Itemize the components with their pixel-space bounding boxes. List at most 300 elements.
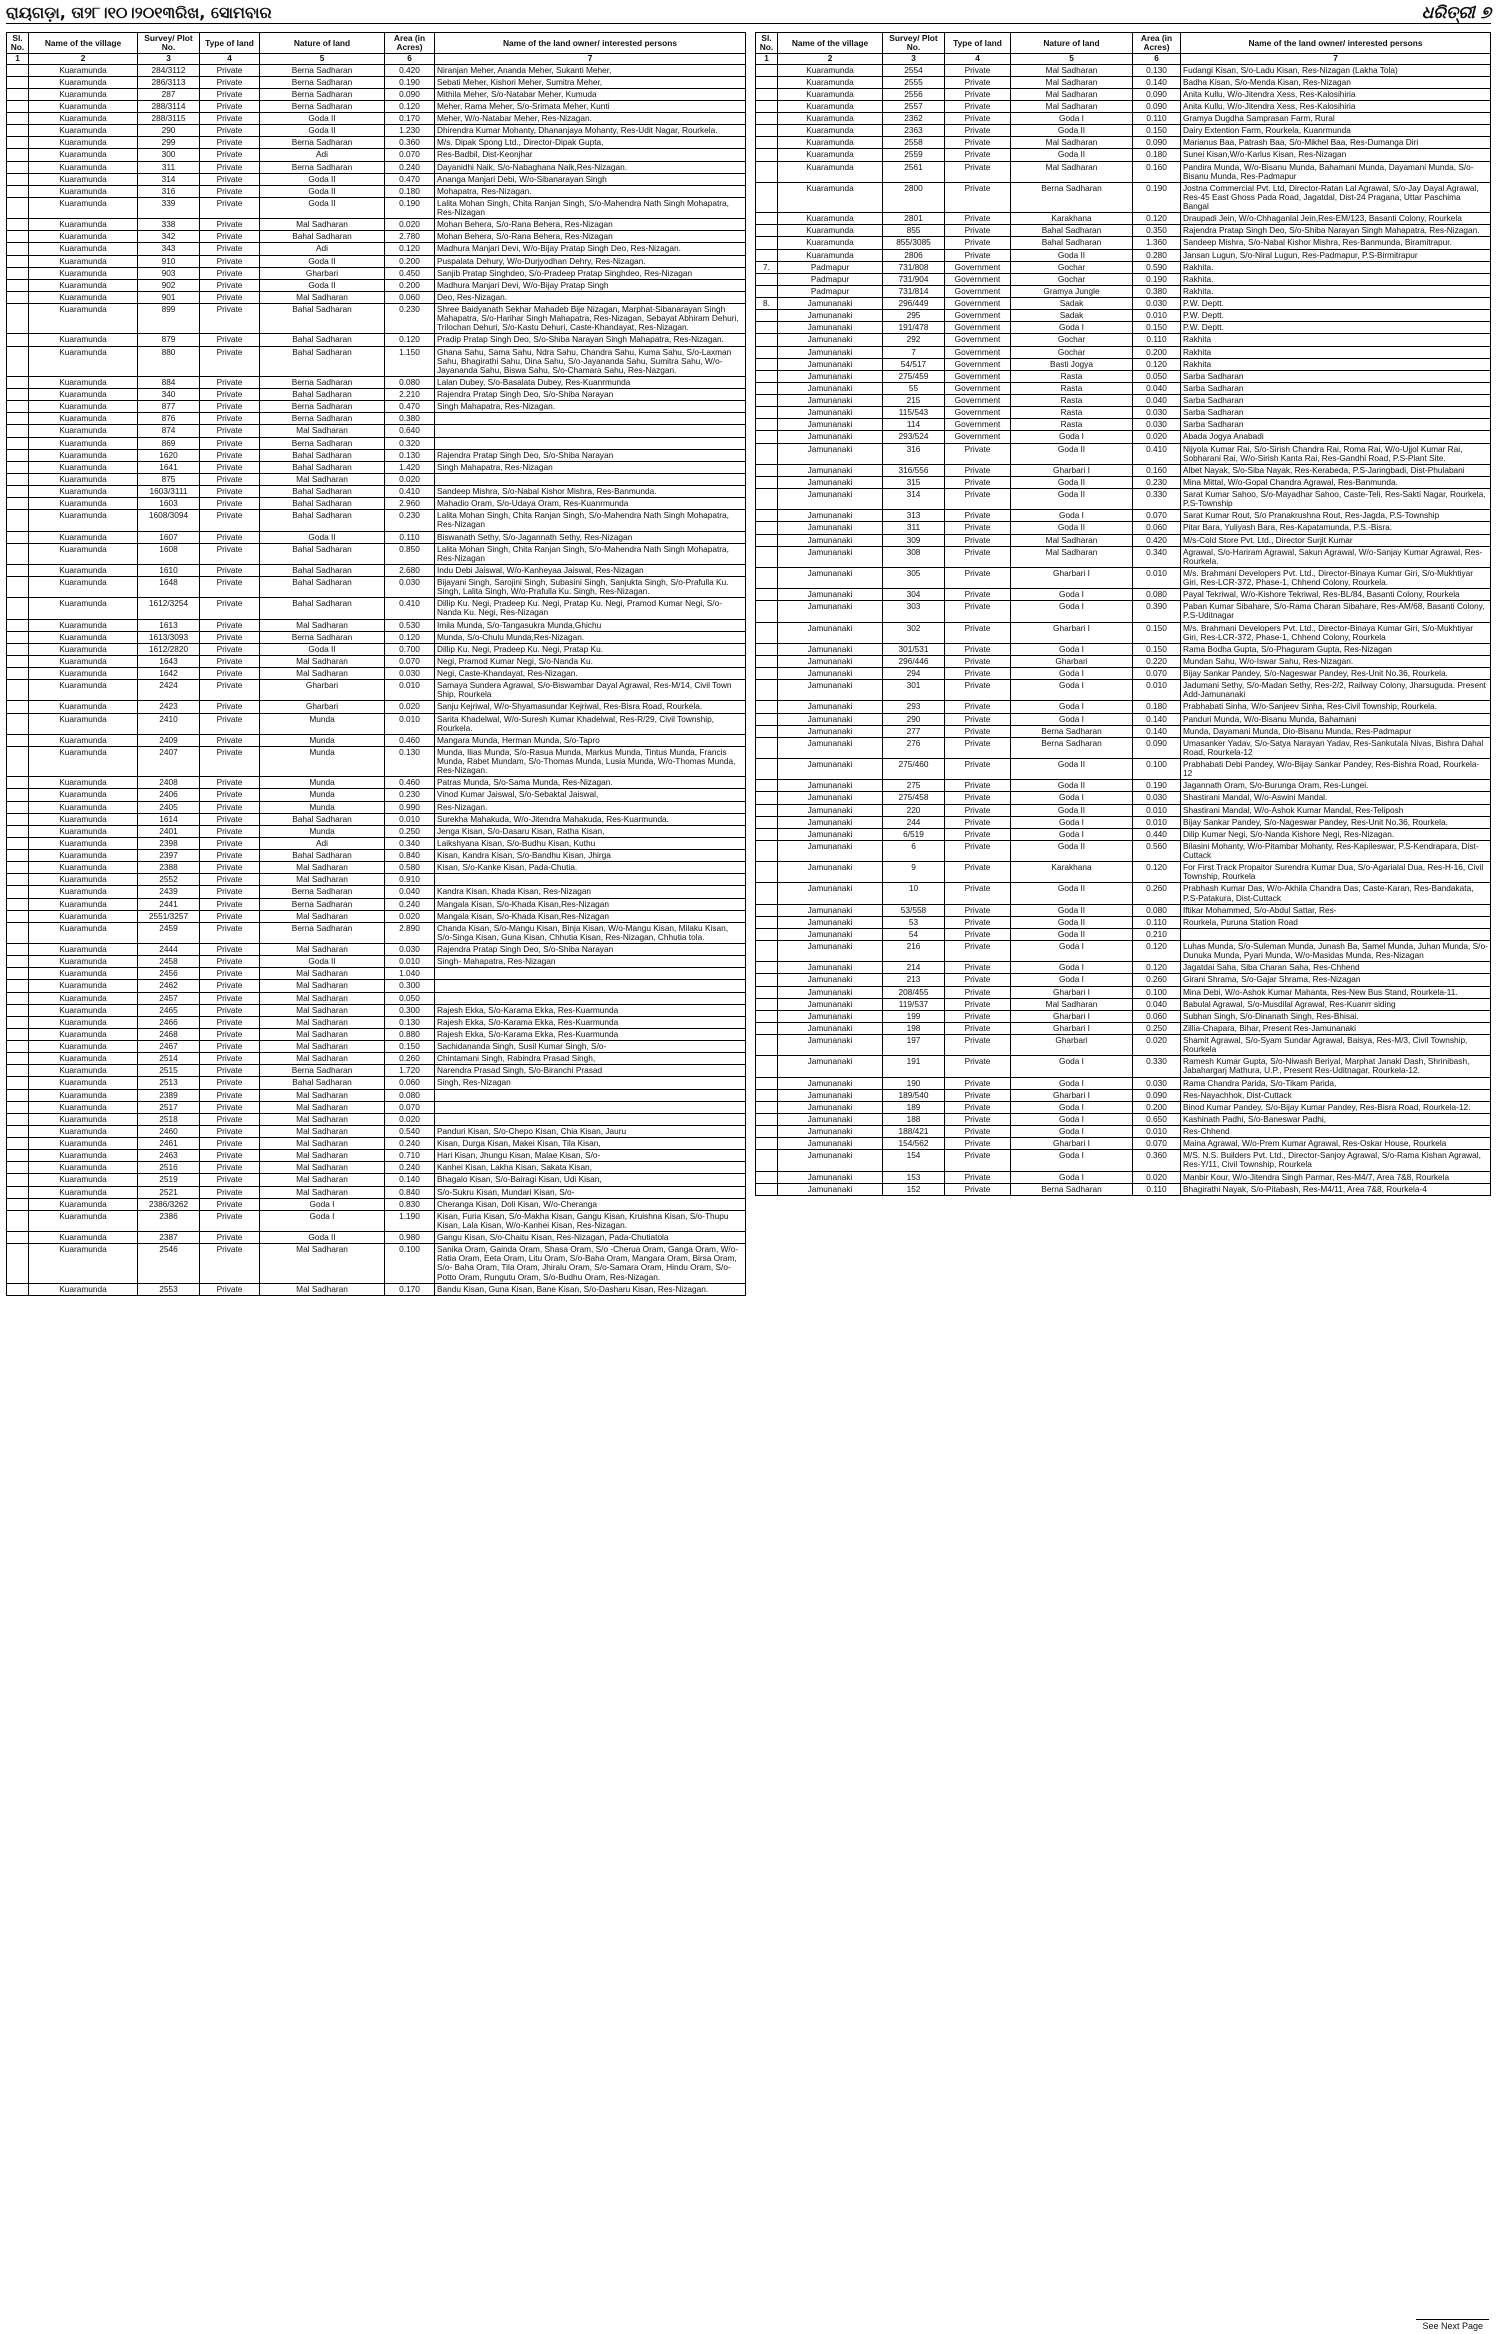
village-name-cell: Kuaramunda (778, 113, 883, 125)
survey-plot-no-cell: 214 (883, 962, 945, 974)
land-type-cell: Private (945, 828, 1011, 840)
owner-names-cell: Kashinath Padhi, S/o-Baneswar Padhi, (1181, 1113, 1491, 1125)
area-acres-cell: 0.150 (1133, 125, 1181, 137)
area-acres-cell: 0.120 (385, 631, 435, 643)
village-name-cell: Kuaramunda (29, 701, 138, 713)
survey-plot-no-cell: 2441 (138, 898, 200, 910)
survey-plot-no-cell: 2405 (138, 801, 200, 813)
area-acres-cell: 0.040 (1133, 998, 1181, 1010)
sl-no-cell (756, 100, 778, 112)
owner-names-cell: Jenga Kisan, S/o-Dasaru Kisan, Ratha Kisan, (435, 825, 746, 837)
village-name-cell: Kuaramunda (29, 850, 138, 862)
owner-names-cell: Pitar Bara, Yuliyash Bara, Res-Kapatamunda, P.S.-Bisra. (1181, 522, 1491, 534)
sl-no-cell (7, 746, 29, 776)
land-nature-cell: Goda I (1011, 713, 1133, 725)
land-nature-cell: Bahal Sadharan (260, 564, 385, 576)
owner-names-cell: Kisan, S/o-Kanke Kisan, Pada-Chutia. (435, 862, 746, 874)
village-name-cell: Kuaramunda (29, 1113, 138, 1125)
area-acres-cell: 0.030 (385, 577, 435, 598)
village-name-cell: Jamunanaki (778, 567, 883, 588)
survey-plot-no-cell: 2398 (138, 837, 200, 849)
land-type-cell: Private (200, 680, 260, 701)
land-nature-cell: Mal Sadharan (260, 1174, 385, 1186)
land-nature-cell: Gharbari I (1011, 1089, 1133, 1101)
area-acres-cell: 0.110 (1133, 334, 1181, 346)
owner-names-cell: Gangu Kisan, S/o-Chaitu Kisan, Res-Nizagan, Pada-Chutiatola (435, 1232, 746, 1244)
area-acres-cell: 2.210 (385, 389, 435, 401)
survey-plot-no-cell: 2558 (883, 137, 945, 149)
area-acres-cell: 0.010 (385, 680, 435, 701)
land-nature-cell: Goda II (1011, 780, 1133, 792)
area-acres-cell: 0.030 (1133, 1077, 1181, 1089)
area-acres-cell: 0.020 (1133, 431, 1181, 443)
area-acres-cell: 0.140 (1133, 713, 1181, 725)
owner-names-cell: Luhas Munda, S/o-Suleman Munda, Junash Ba, Samel Munda, Juhan Munda, S/o-Dunuka Munda, Pyari Munda, W/o-Masidas Munda, Res-Nizagan (1181, 941, 1491, 962)
land-type-cell: Private (200, 1028, 260, 1040)
survey-plot-no-cell: 1612/2820 (138, 643, 200, 655)
area-acres-cell: 0.830 (385, 1198, 435, 1210)
survey-plot-no-cell: 191 (883, 1056, 945, 1077)
sl-no-cell (7, 243, 29, 255)
table-row (7, 956, 746, 968)
sl-no-cell (756, 928, 778, 940)
table-row (7, 1053, 746, 1065)
survey-plot-no-cell: 153 (883, 1171, 945, 1183)
land-nature-cell: Mal Sadharan (260, 980, 385, 992)
column-number-land-type: 4 (200, 54, 260, 64)
survey-plot-no-cell: 1643 (138, 655, 200, 667)
survey-plot-no-cell: 287 (138, 88, 200, 100)
owner-names-cell: Rajesh Ekka, S/o-Karama Ekka, Res-Kuarmunda (435, 1004, 746, 1016)
land-nature-cell: Gochar (1011, 334, 1133, 346)
land-type-cell: Private (945, 567, 1011, 588)
land-type-cell: Private (945, 816, 1011, 828)
area-acres-cell: 0.160 (1133, 464, 1181, 476)
sl-no-cell (7, 944, 29, 956)
land-type-cell: Private (200, 734, 260, 746)
land-type-cell: Private (945, 916, 1011, 928)
sl-no-cell (7, 713, 29, 734)
village-name-cell: Kuaramunda (29, 598, 138, 619)
survey-plot-no-cell: 2387 (138, 1232, 200, 1244)
land-type-cell: Private (200, 279, 260, 291)
area-acres-cell: 0.060 (385, 1077, 435, 1089)
sl-no-cell (756, 161, 778, 182)
sl-no-cell (7, 449, 29, 461)
village-name-cell: Kuaramunda (29, 498, 138, 510)
land-type-cell: Private (200, 161, 260, 173)
table-row (756, 261, 1491, 273)
village-name-cell: Kuaramunda (29, 643, 138, 655)
area-acres-cell: 2.960 (385, 498, 435, 510)
land-type-cell: Private (945, 1150, 1011, 1171)
owner-names-cell (435, 425, 746, 437)
owner-names-cell: Sunei Kisan,W/o-Karlus Kisan, Res-Nizagan (1181, 149, 1491, 161)
survey-plot-no-cell: 215 (883, 395, 945, 407)
survey-plot-no-cell: 1612/3254 (138, 598, 200, 619)
area-acres-cell: 0.230 (385, 789, 435, 801)
owner-names-cell (435, 992, 746, 1004)
village-name-cell: Kuaramunda (29, 76, 138, 88)
land-type-cell: Government (945, 395, 1011, 407)
sl-no-cell (7, 862, 29, 874)
land-nature-cell: Basti Jogya (1011, 358, 1133, 370)
village-name-cell: Jamunanaki (778, 941, 883, 962)
table-row (7, 862, 746, 874)
owner-names-cell: Munda, Ilias Munda, S/o-Rasua Munda, Markus Munda, Tintus Munda, Francis Munda, Rabet Mundam, S/o-Thomas Munda, Lusia Munda, W/o-Thomas Munda, Res-Nizagan. (435, 746, 746, 776)
village-name-cell: Kuaramunda (29, 88, 138, 100)
land-nature-cell: Bahal Sadharan (260, 449, 385, 461)
village-name-cell: Kuaramunda (29, 461, 138, 473)
owner-names-cell: Manbir Kour, W/o-Jitendra Singh Parmar, Res-M4/7, Area 7&8, Rourkela (1181, 1171, 1491, 1183)
survey-plot-no-cell: 1620 (138, 449, 200, 461)
village-name-cell: Jamunanaki (778, 622, 883, 643)
survey-plot-no-cell: 2557 (883, 100, 945, 112)
village-name-cell: Kuaramunda (29, 898, 138, 910)
village-name-cell: Kuaramunda (29, 243, 138, 255)
survey-plot-no-cell: 276 (883, 737, 945, 758)
area-acres-cell: 0.120 (385, 100, 435, 112)
land-type-cell: Private (945, 643, 1011, 655)
sl-no-cell (7, 255, 29, 267)
owner-names-cell: Ananga Manjari Debi, W/o-Sibanarayan Singh (435, 173, 746, 185)
owner-names-cell: Mangala Kisan, S/o-Khada Kisan,Res-Nizagan (435, 910, 746, 922)
owner-names-cell: Rakhita (1181, 346, 1491, 358)
area-acres-cell: 0.010 (1133, 804, 1181, 816)
land-type-cell: Private (200, 543, 260, 564)
survey-plot-no-cell: 2517 (138, 1101, 200, 1113)
survey-plot-no-cell: 188/421 (883, 1126, 945, 1138)
sl-no-cell (7, 1150, 29, 1162)
sl-no-cell (7, 910, 29, 922)
survey-plot-no-cell: 2554 (883, 64, 945, 76)
table-row (7, 346, 746, 376)
owner-names-cell (435, 437, 746, 449)
area-acres-cell: 0.530 (385, 619, 435, 631)
owner-names-cell: Madhura Manjari Devi, W/o-Bijay Pratap Singh (435, 279, 746, 291)
table-row (756, 431, 1491, 443)
area-acres-cell: 0.020 (385, 1113, 435, 1125)
table-row (756, 974, 1491, 986)
sl-no-cell (7, 789, 29, 801)
column-number-village-name: 2 (778, 54, 883, 64)
area-acres-cell: 0.360 (385, 137, 435, 149)
area-acres-cell: 0.200 (1133, 1101, 1181, 1113)
village-name-cell: Jamunanaki (778, 522, 883, 534)
survey-plot-no-cell: 2800 (883, 182, 945, 212)
sl-no-cell (7, 149, 29, 161)
owner-names-cell: Bijay Sankar Pandey, S/o-Nageswar Pandey, Res-Unit No.36, Rourkela. (1181, 816, 1491, 828)
land-type-cell: Private (945, 464, 1011, 476)
owner-names-cell: Abada Jogya Anabadi (1181, 431, 1491, 443)
owner-names-cell: Surekha Mahakuda, W/o-Jitendra Mahakuda, Res-Kuarmunda. (435, 813, 746, 825)
land-nature-cell: Mal Sadharan (260, 992, 385, 1004)
area-acres-cell: 0.650 (1133, 1113, 1181, 1125)
village-name-cell: Jamunanaki (778, 668, 883, 680)
table-row (756, 298, 1491, 310)
sl-no-cell (756, 737, 778, 758)
table-row (7, 1174, 746, 1186)
owner-names-cell: Sarat Kumar Rout, S/o Pranakrushna Rout, Res-Jagda, P.S-Township (1181, 510, 1491, 522)
table-row (7, 746, 746, 776)
land-type-cell: Private (200, 862, 260, 874)
owner-names-cell: Meher, Rama Meher, S/o-Srimata Meher, Kunti (435, 100, 746, 112)
sl-no-cell (7, 1138, 29, 1150)
land-type-cell: Private (945, 76, 1011, 88)
village-name-cell: Kuaramunda (29, 1186, 138, 1198)
land-nature-cell: Gharbari (260, 701, 385, 713)
owner-names-cell (435, 473, 746, 485)
village-name-cell: Jamunanaki (778, 370, 883, 382)
table-row (7, 231, 746, 243)
owner-names-cell: Anita Kullu, W/o-Jitendra Xess, Res-Kalosihiria (1181, 88, 1491, 100)
village-name-cell: Kuaramunda (29, 1198, 138, 1210)
table-row (756, 601, 1491, 622)
survey-plot-no-cell: 152 (883, 1183, 945, 1195)
land-nature-cell: Goda I (1011, 322, 1133, 334)
issue-date: ରାୟଗଡ଼ା, ତା୨୮।୧୦।୨୦୧୩ରିଖ, ସୋମବାର (6, 2, 272, 22)
area-acres-cell: 0.060 (385, 291, 435, 303)
land-type-cell: Private (945, 64, 1011, 76)
owner-names-cell: Kisan, Durga Kisan, Makei Kisan, Tila Kisan, (435, 1138, 746, 1150)
land-nature-cell: Rasta (1011, 370, 1133, 382)
land-nature-cell: Goda I (1011, 1126, 1133, 1138)
survey-plot-no-cell: 874 (138, 425, 200, 437)
survey-plot-no-cell: 284/3112 (138, 64, 200, 76)
survey-plot-no-cell: 910 (138, 255, 200, 267)
table-row (756, 419, 1491, 431)
table-row (7, 531, 746, 543)
owner-names-cell: Meher, W/o-Natabar Meher, Res-Nizagan. (435, 113, 746, 125)
sl-no-cell (7, 874, 29, 886)
sl-no-cell (756, 334, 778, 346)
area-acres-cell: 0.260 (1133, 974, 1181, 986)
survey-plot-no-cell: 296/446 (883, 655, 945, 667)
area-acres-cell: 0.090 (1133, 88, 1181, 100)
land-type-cell: Private (200, 1125, 260, 1137)
owner-names-cell: Singh Mahapatra, Res-Nizagan. (435, 401, 746, 413)
land-nature-cell: Gharbari I (1011, 1022, 1133, 1034)
sl-no-cell (756, 804, 778, 816)
table-row (756, 622, 1491, 643)
land-nature-cell: Mal Sadharan (260, 1138, 385, 1150)
sl-no-cell (756, 464, 778, 476)
table-row (7, 461, 746, 473)
survey-plot-no-cell: 2439 (138, 886, 200, 898)
table-row (756, 1089, 1491, 1101)
village-name-cell: Kuaramunda (29, 564, 138, 576)
survey-plot-no-cell: 316 (138, 185, 200, 197)
sl-no-cell (7, 76, 29, 88)
land-type-cell: Private (200, 376, 260, 388)
survey-plot-no-cell: 290 (138, 125, 200, 137)
survey-plot-no-cell: 1613 (138, 619, 200, 631)
area-acres-cell: 0.020 (1133, 1171, 1181, 1183)
owner-names-cell: Dilip Kumar Negi, S/o-Nanda Kishore Negi, Res-Nizagan. (1181, 828, 1491, 840)
land-type-cell: Private (200, 100, 260, 112)
land-type-cell: Private (945, 1171, 1011, 1183)
area-acres-cell: 0.190 (385, 197, 435, 218)
sl-no-cell (7, 100, 29, 112)
land-nature-cell: Goda II (1011, 443, 1133, 464)
table-row (756, 149, 1491, 161)
table-row (7, 813, 746, 825)
table-row (7, 801, 746, 813)
land-type-cell: Private (200, 1016, 260, 1028)
sl-no-cell (756, 419, 778, 431)
owner-names-cell: Bandu Kisan, Guna Kisan, Bane Kisan, S/o-Dasharu Kisan, Res-Nizagan. (435, 1283, 746, 1295)
table-row (7, 1198, 746, 1210)
sl-no-cell (756, 1138, 778, 1150)
table-row (756, 1022, 1491, 1034)
owner-names-cell: Pandira Munda, W/o-Bisanu Munda, Bahamani Munda, Dayamani Munda, S/o-Bisanu Munda, Res-Padmapur (1181, 161, 1491, 182)
owner-names-cell: M/s-Cold Store Pvt. Ltd., Director Surjit Kumar (1181, 534, 1491, 546)
table-row (756, 1171, 1491, 1183)
table-row (7, 510, 746, 531)
table-row (756, 1056, 1491, 1077)
land-nature-cell: Mal Sadharan (260, 874, 385, 886)
table-row (756, 941, 1491, 962)
village-name-cell: Jamunanaki (778, 298, 883, 310)
area-acres-cell: 0.070 (1133, 1138, 1181, 1150)
area-acres-cell: 0.230 (1133, 476, 1181, 488)
owner-names-cell: Niranjan Meher, Ananda Meher, Sukanti Meher, (435, 64, 746, 76)
land-nature-cell: Adi (260, 837, 385, 849)
area-acres-cell: 0.100 (1133, 759, 1181, 780)
table-row (7, 850, 746, 862)
owner-names-cell: Rama Chandra Parida, S/o-Tikam Parida, (1181, 1077, 1491, 1089)
village-name-cell: Kuaramunda (778, 149, 883, 161)
land-type-cell: Private (945, 149, 1011, 161)
land-type-cell: Private (200, 922, 260, 943)
table-row (756, 589, 1491, 601)
area-acres-cell: 0.010 (385, 813, 435, 825)
land-type-cell: Private (200, 64, 260, 76)
land-type-cell: Private (200, 243, 260, 255)
area-acres-cell: 0.590 (1133, 261, 1181, 273)
area-acres-cell: 0.380 (1133, 285, 1181, 297)
land-nature-cell: Bahal Sadharan (260, 1077, 385, 1089)
land-type-cell: Private (200, 113, 260, 125)
column-number-land-nature: 5 (1011, 54, 1133, 64)
survey-plot-no-cell: 316/556 (883, 464, 945, 476)
land-nature-cell: Berna Sadharan (1011, 182, 1133, 212)
village-name-cell: Kuaramunda (29, 944, 138, 956)
land-type-cell: Private (200, 619, 260, 631)
table-row (7, 643, 746, 655)
land-nature-cell: Mal Sadharan (260, 425, 385, 437)
owner-names-cell: Sarat Kumar Sahoo, S/o-Mayadhar Sahoo, Caste-Teli, Res-Sakti Nagar, Rourkela, P.S-Township (1181, 489, 1491, 510)
survey-plot-no-cell: 902 (138, 279, 200, 291)
area-acres-cell: 0.410 (385, 598, 435, 619)
owner-names-cell: Mohan Behera, S/o-Rana Behera, Res-Nizagan (435, 219, 746, 231)
sl-no-cell (7, 922, 29, 943)
area-acres-cell: 0.420 (1133, 534, 1181, 546)
village-name-cell: Kuaramunda (29, 1232, 138, 1244)
survey-plot-no-cell: 2559 (883, 149, 945, 161)
table-row (7, 1244, 746, 1284)
sl-no-cell (7, 1016, 29, 1028)
owner-names-cell: Lalita Mohan Singh, Chita Ranjan Singh, S/o-Mahendra Nath Singh Mohapatra, Res-Nizagan (435, 510, 746, 531)
survey-plot-no-cell: 901 (138, 291, 200, 303)
survey-plot-no-cell: 2561 (883, 161, 945, 182)
land-type-cell: Private (200, 149, 260, 161)
village-name-cell: Jamunanaki (778, 713, 883, 725)
owner-names-cell: Sarita Khadelwal, W/o-Suresh Kumar Khadelwal, Res-R/29, Civil Township, Rourkela. (435, 713, 746, 734)
land-nature-cell: Karakhana (1011, 862, 1133, 883)
sl-no-cell (756, 655, 778, 667)
land-type-cell: Private (945, 1056, 1011, 1077)
land-nature-cell: Goda I (1011, 1077, 1133, 1089)
owner-names-cell: Kisan, Furia Kisan, S/o-Makha Kisan, Gangu Kisan, Kruishna Kisan, S/o-Thupu Kisan, Lala Kisan, W/o-Kanhei Kisan, Res-Nizagan. (435, 1210, 746, 1231)
table-row (7, 389, 746, 401)
land-nature-cell: Gharbari I (1011, 1010, 1133, 1022)
village-name-cell: Kuaramunda (778, 225, 883, 237)
village-name-cell: Kuaramunda (29, 279, 138, 291)
table-row (7, 255, 746, 267)
land-type-cell: Private (200, 813, 260, 825)
table-row (756, 567, 1491, 588)
owner-names-cell: Jagannath Oram, S/o-Burunga Oram, Res-Lungei. (1181, 780, 1491, 792)
survey-plot-no-cell: 314 (138, 173, 200, 185)
survey-plot-no-cell: 1642 (138, 668, 200, 680)
village-name-cell: Kuaramunda (29, 543, 138, 564)
land-type-cell: Private (200, 173, 260, 185)
land-nature-cell: Goda I (1011, 962, 1133, 974)
area-acres-cell: 0.200 (385, 255, 435, 267)
table-row (7, 88, 746, 100)
owner-names-cell: Jadumani Sethy, S/o-Madan Sethy, Res-2/2, Railway Colony, Jharsuguda. Present Add-Jamunanaki (1181, 680, 1491, 701)
sl-no-cell (756, 1022, 778, 1034)
land-nature-cell: Mal Sadharan (1011, 546, 1133, 567)
land-nature-cell: Bahal Sadharan (260, 813, 385, 825)
land-nature-cell: Mal Sadharan (260, 1016, 385, 1028)
owner-names-cell: Badha Kisan, S/o-Menda Kisan, Res-Nizagan (1181, 76, 1491, 88)
table-row (7, 267, 746, 279)
land-type-cell: Private (945, 840, 1011, 861)
village-name-cell: Kuaramunda (778, 137, 883, 149)
village-name-cell: Jamunanaki (778, 334, 883, 346)
survey-plot-no-cell: 292 (883, 334, 945, 346)
area-acres-cell: 0.130 (385, 746, 435, 776)
land-nature-cell: Berna Sadharan (260, 898, 385, 910)
land-nature-cell: Goda I (260, 1210, 385, 1231)
owner-names-cell: Rourkela, Puruna Station Road (1181, 916, 1491, 928)
sl-no-cell (756, 643, 778, 655)
area-acres-cell: 0.190 (1133, 273, 1181, 285)
owner-names-cell: Sandeep Mishra, S/o-Nabal Kishor Mishra, Res-Banmunda, Biramitrapur. (1181, 237, 1491, 249)
owner-names-cell: Lalan Dubey, S/o-Basalata Dubey, Res-Kuanrmunda (435, 376, 746, 388)
land-nature-cell: Goda II (1011, 522, 1133, 534)
table-row (756, 522, 1491, 534)
table-row (7, 1125, 746, 1137)
survey-plot-no-cell: 220 (883, 804, 945, 816)
land-nature-cell: Gochar (1011, 346, 1133, 358)
sl-no-cell (7, 1283, 29, 1295)
sl-no-cell (756, 962, 778, 974)
table-row (7, 655, 746, 667)
table-row (756, 443, 1491, 464)
area-acres-cell: 0.020 (385, 910, 435, 922)
land-type-cell: Private (945, 701, 1011, 713)
table-row (7, 425, 746, 437)
owner-names-cell: Mohapatra, Res-Nizagan. (435, 185, 746, 197)
survey-plot-no-cell: 884 (138, 376, 200, 388)
owner-names-cell: Mohan Behera, S/o-Rana Behera, Res-Nizagan (435, 231, 746, 243)
land-type-cell: Private (200, 1186, 260, 1198)
area-acres-cell: 0.070 (385, 149, 435, 161)
table-row (756, 334, 1491, 346)
